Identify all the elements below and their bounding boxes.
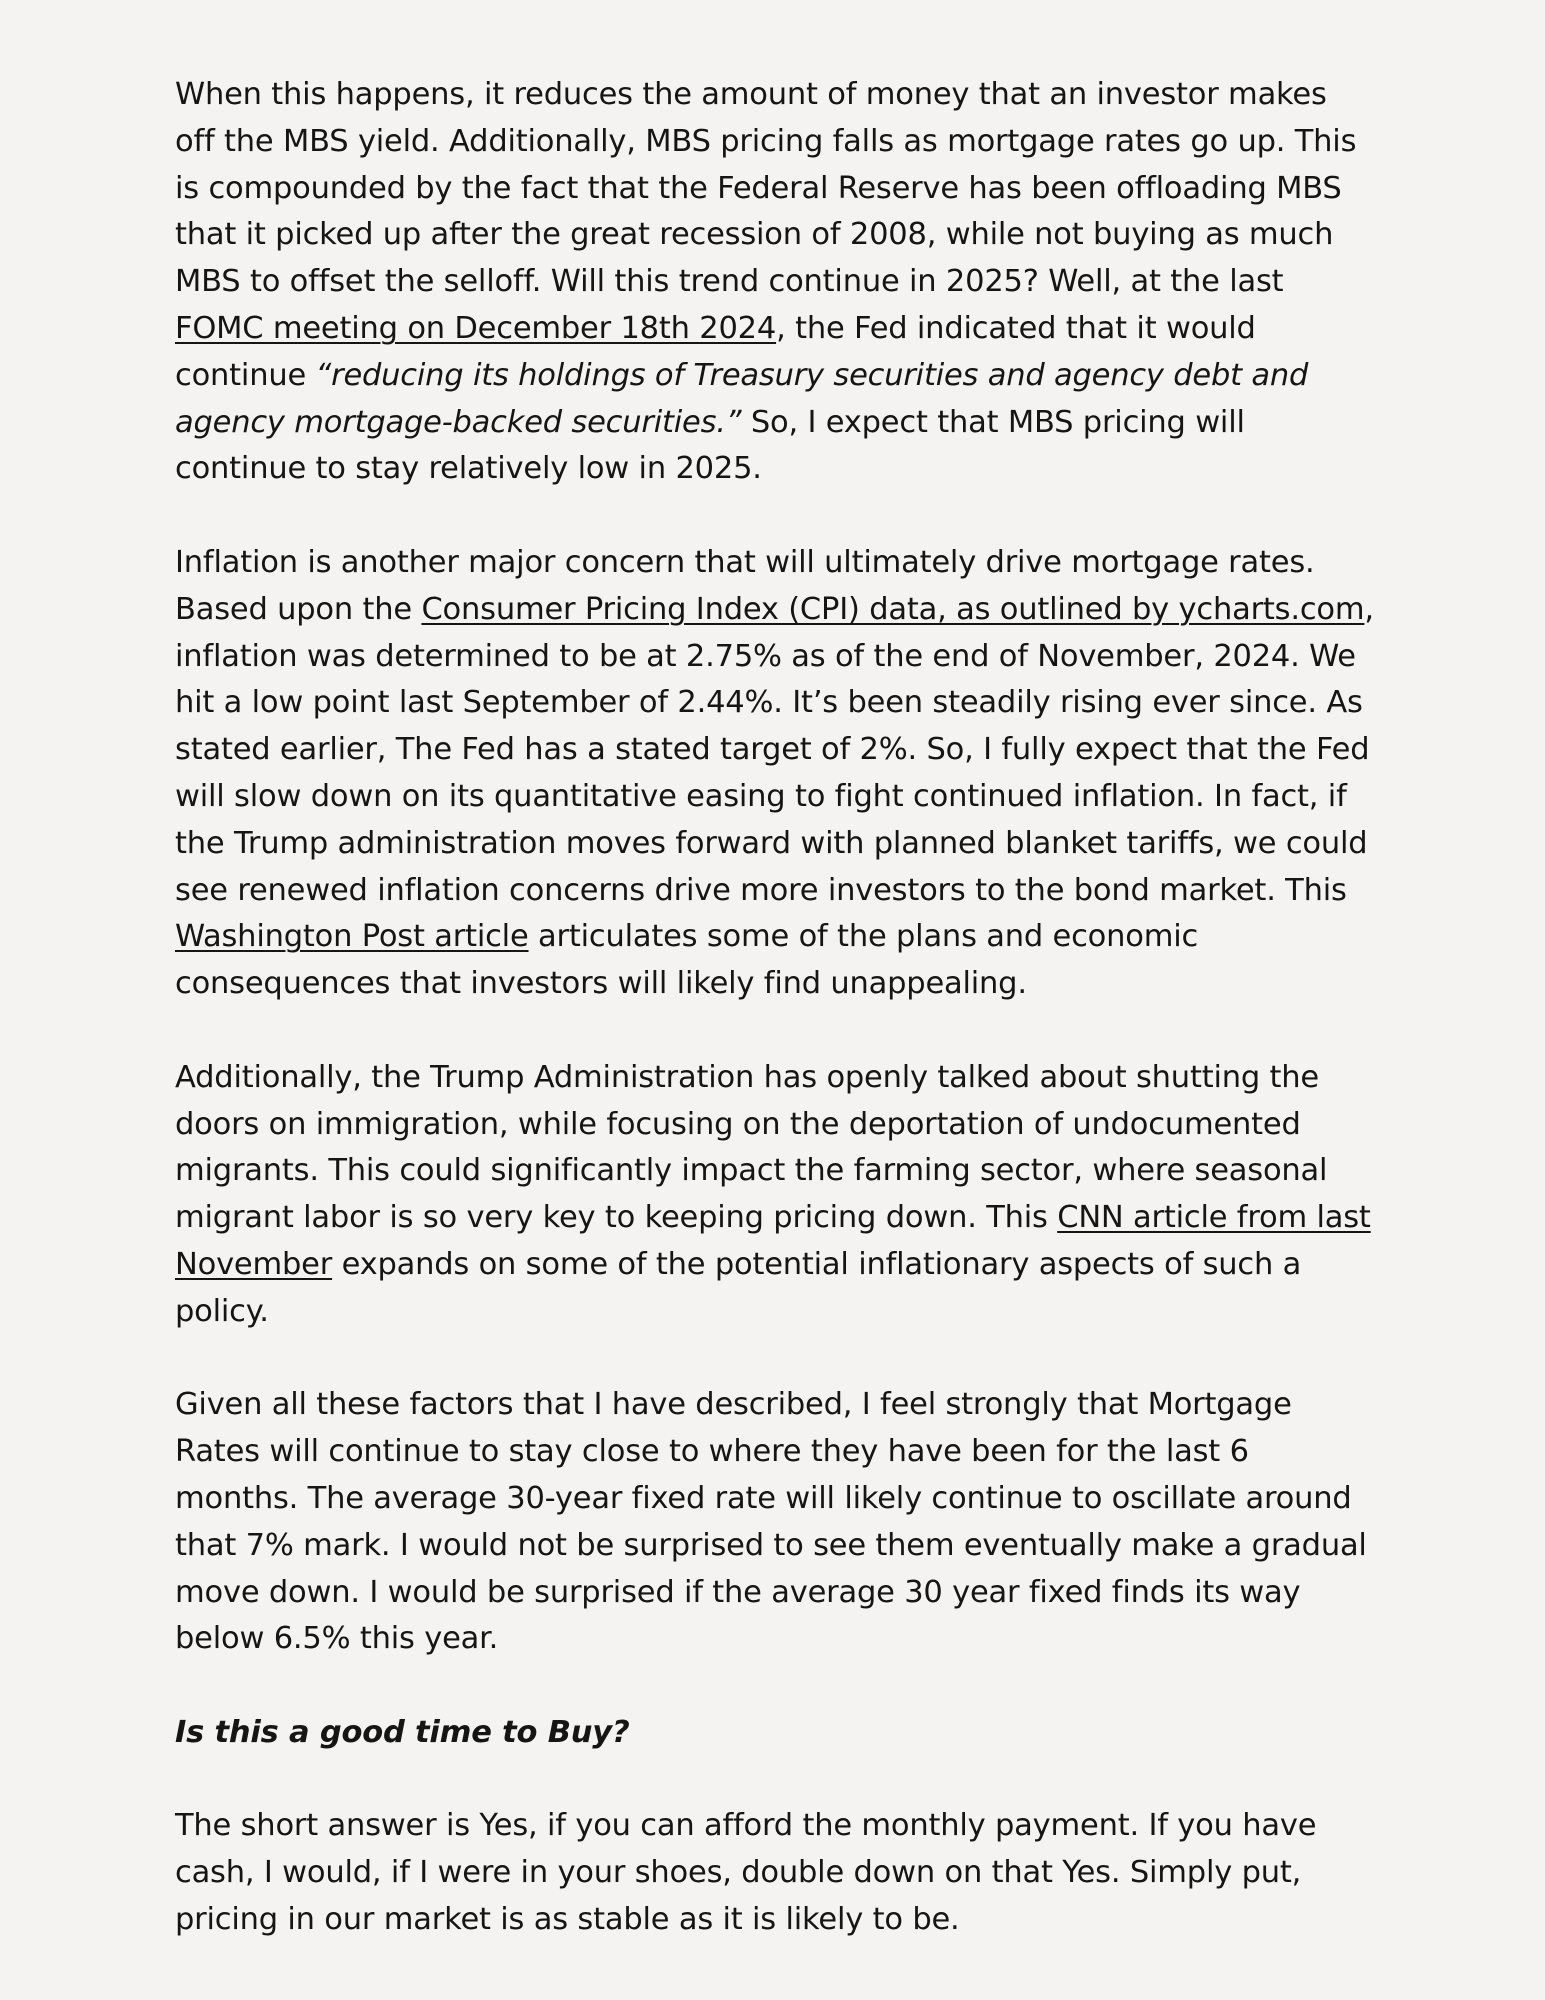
fed-quote: “reducing its holdings of Treasury securities and agency debt and agency mortgage-backed securities.”: [175, 357, 1309, 440]
paragraph-text: , inflation was determined to be at 2.75% as of the end of November, 2024. We hit a low point last September of 2.44%. It’s been steadily rising ever since. As stated earlier, The Fed has a stated target of 2%. So, I fully expect that the Fed will slow down on its quantitative easing to fight continued inflation. In fact, if the Trump administration moves forward with planned blanket tariffs, we could see renewed inflation concerns drive more investors to the bond market. This: [175, 591, 1374, 908]
cpi-data-link[interactable]: Consumer Pricing Index (CPI) data, as outlined by ycharts.com: [421, 591, 1365, 627]
paragraph-text: When this happens, it reduces the amount of money that an investor makes off the MBS yield. Additionally, MBS pricing falls as mortgage rates go up. This is compounded by the fact that the Federal Reserve has been offloading MBS that it picked up after the great recession of 2008, while not buying as much MBS to offset the selloff. Will this trend continue in 2025? Well, at the last: [175, 77, 1357, 300]
washington-post-link[interactable]: Washington Post article: [175, 919, 529, 955]
paragraph-mbs-pricing: [175, 72, 1375, 493]
paragraph-text: Inflation is another major concern that will ultimately drive mortgage rates. Based upon the: [175, 544, 1315, 627]
paragraph-text: articulates some of the plans and economic consequences that investors will likely find unappealing.: [175, 919, 1199, 1002]
paragraph-immigration: [175, 1055, 1375, 1336]
paragraph-text: Additionally, the Trump Administration has openly talked about shutting the doors on immigration, while focusing on the deportation of undocumented migrants. This could significantly impact the farming sector, where seasonal migrant labor is so very key to keeping pricing down. This: [175, 1059, 1328, 1236]
paragraph-text: , the Fed indicated that it would continue: [175, 310, 1256, 393]
paragraph-text: expands on some of the potential inflationary aspects of such a policy.: [175, 1246, 1302, 1329]
article-body: [175, 72, 1375, 1944]
cnn-article-link[interactable]: CNN article from last November: [175, 1200, 1371, 1282]
paragraph-inflation: [175, 540, 1375, 1008]
paragraph-closing: The short answer is Yes, if you can afford the monthly payment. If you have cash, I would, if I were in your shoes, double down on that Yes. Simply put, pricing in our market is as stable as it is likely to be.: [175, 1808, 1317, 1938]
section-heading: Is this a good time to Buy?: [175, 1714, 630, 1750]
paragraph-text: So, I expect that MBS pricing will continue to stay relatively low in 2025.: [175, 404, 1245, 487]
paragraph-rate-outlook: [175, 1382, 1375, 1663]
paragraph-text: Given all these factors that I have described, I feel strongly that Mortgage Rates will continue to stay close to where they have been for the last 6 months. The average 30-year fixed rate will likely continue to oscillate around that 7% mark. I would not be surprised to see them eventually make a gradual move down. I would be surprised if the average 30 year fixed finds its way below 6.5% this year.: [175, 1387, 1367, 1657]
fomc-meeting-link[interactable]: FOMC meeting on December 18th 2024: [175, 310, 777, 346]
